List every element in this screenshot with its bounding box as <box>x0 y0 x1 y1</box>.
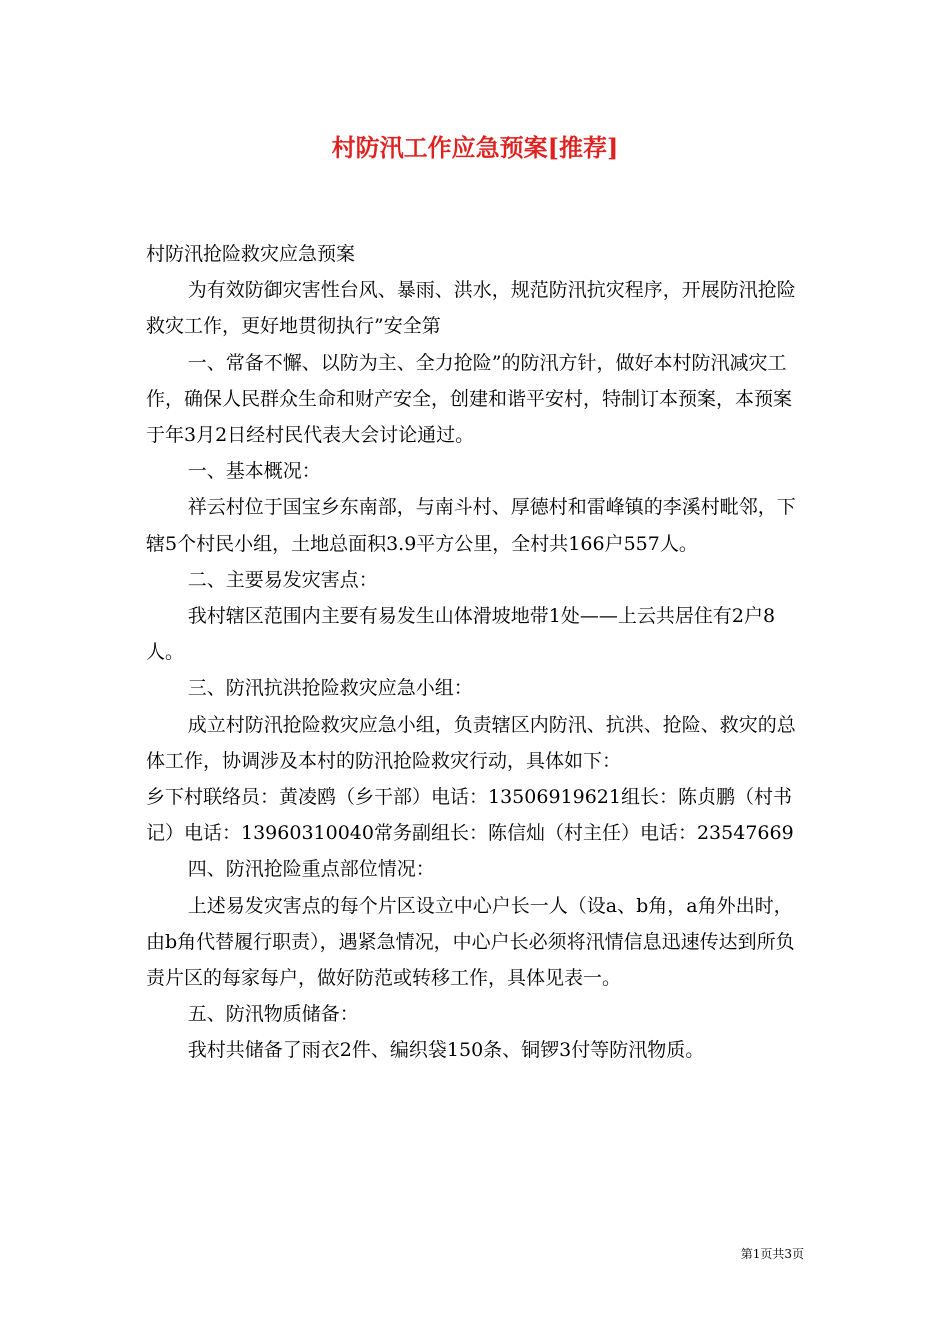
paragraph-purpose: 为有效防御灾害性台风、暴雨、洪水，规范防汛抗灾程序，开展防汛抢险救灾工作，更好地贯彻执行”安全第 <box>146 279 796 338</box>
paragraph-key-locations: 上述易发灾害点的每个片区设立中心户长一人（设a、b角，a角外出时，由b角代替履行职责），遇紧急情况，中心户长必须将汛情信息迅速传达到所负责片区的每家每户，做好防范或转移工作，具体见表一。 <box>146 894 795 990</box>
paragraph-subtitle: 村防汛抢险救灾应急预案 <box>146 243 356 265</box>
heading-overview: 一、基本概况： <box>187 460 321 483</box>
paragraph-hazard-points: 我村辖区范围内主要有易发生山体滑坡地带1处——上云共居住有2户8人。 <box>146 605 776 664</box>
paragraph-policy: 一、常备不懈、以防为主、全力抢险”的防汛方针，做好本村防汛减灾工作，确保人民群众生命和财产安全，创建和谐平安村，特制订本预案，本预案于年3月2日经村民代表大会讨论通过。 <box>146 351 793 447</box>
document-body <box>146 236 810 1069</box>
document-title: 村防汛工作应急预案[推荐] <box>331 133 619 162</box>
paragraph-contacts: 乡下村联络员：黄凌鸥（乡干部）电话：13506919621组长：陈贞鹏（村书记）电话：13960310040常务副组长：陈信灿（村主任）电话：23547669 <box>146 786 794 845</box>
heading-hazard-points: 二、主要易发灾害点： <box>187 568 378 591</box>
heading-key-locations: 四、防汛抢险重点部位情况： <box>187 858 435 881</box>
paragraph-emergency-group: 成立村防汛抢险救灾应急小组，负责辖区内防汛、抗洪、抢险、救灾的总体工作，协调涉及本村的防汛抢险救灾行动，具体如下： <box>146 713 796 772</box>
paragraph-supplies: 我村共储备了雨衣2件、编织袋150条、铜锣3付等防汛物质。 <box>187 1039 705 1062</box>
paragraph-overview: 祥云村位于国宝乡东南部，与南斗村、厚德村和雷峰镇的李溪村毗邻，下辖5个村民小组，土地总面积3.9平方公里，全村共166户557人。 <box>146 496 796 555</box>
page-number: 第1页共3页 <box>740 1247 804 1261</box>
heading-emergency-group: 三、防汛抗洪抢险救灾应急小组： <box>187 677 473 700</box>
heading-supplies: 五、防汛物质储备： <box>187 1003 359 1026</box>
